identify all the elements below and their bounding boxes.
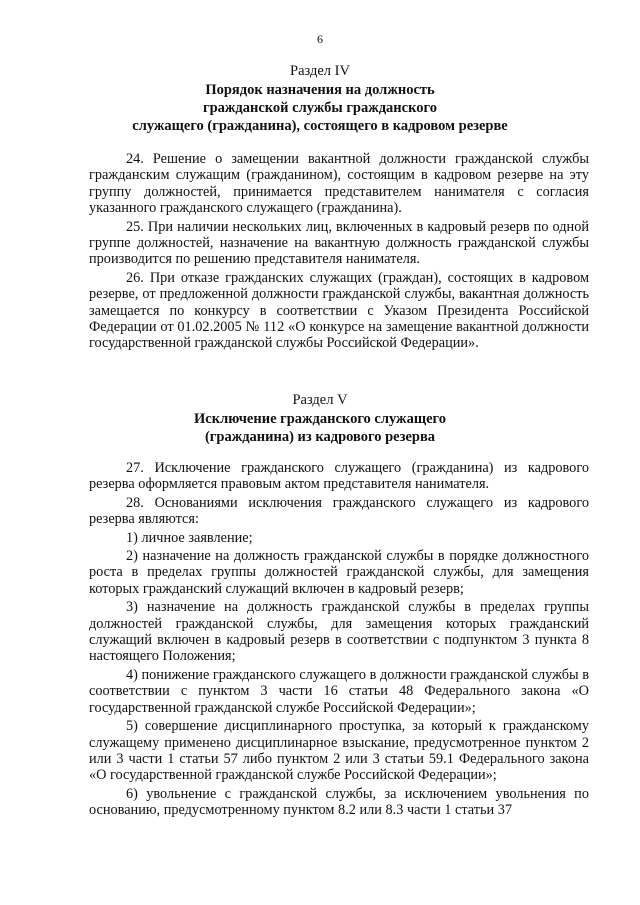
paragraph-25: 25. При наличии нескольких лиц, включенных в кадровый резерв по одной группе должностей, назначение на вакантную должность гражданской службы производится по решению представителя нанимателя.: [89, 218, 589, 268]
list-item-3: 3) назначение на должность гражданской службы в пределах группы должностей гражданской службы, для замещения которых гражданский служащий включен в кадровый резерв в соответствии с подпунктом 3 пункта 8 настоящего Положения;: [89, 599, 589, 665]
section-4-title-line: гражданской службы гражданского: [202, 100, 437, 116]
section-5-title-line: Исключение гражданского служащего: [194, 411, 446, 427]
list-item-6: 6) увольнение с гражданской службы, за исключением увольнения по основанию, предусмотренному пунктом 8.2 или 8.3 части 1 статьи 37: [89, 785, 589, 819]
section-5-label: Раздел V: [292, 392, 348, 408]
section-4-title-line: Порядок назначения на должность: [205, 82, 435, 98]
page-number: 6: [317, 32, 323, 46]
list-item-1: 1) личное заявление;: [126, 529, 253, 546]
section-4-body: [89, 151, 589, 352]
paragraph-26: 26. При отказе гражданских служащих (граждан), состоящих в кадровом резерве, от предложенной должности гражданской службы, вакантная должность замещается по конкурсу в соответствии с Указом Президента Российской Федерации от 01.02.2005 № 112 «О конкурсе на замещение вакантной должности государственной гражданской службы Российской Федерации».: [89, 269, 589, 352]
section-4-title: [0, 81, 640, 135]
list-item-4: 4) понижение гражданского служащего в должности гражданской службы в соответствии с пунктом 3 части 16 статьи 48 Федерального закона «О государственной гражданской службе Российской Федерации»;: [89, 666, 589, 716]
section-4-label: Раздел IV: [290, 63, 350, 79]
paragraph-27: 27. Исключение гражданского служащего (гражданина) из кадрового резерва оформляется правовым актом представителя нанимателя.: [89, 460, 589, 493]
list-item-5: 5) совершение дисциплинарного проступка, за который к гражданскому служащему применено дисциплинарное взыскание, предусмотренное пунктом 2 или 3 части 1 статьи 57 либо пунктом 2 или 3 статьи 59.1 Федерального закона «О государственной гражданской службе Российской Федерации»;: [89, 718, 589, 784]
paragraph-24: 24. Решение о замещении вакантной должности гражданской службы гражданским служащим (гражданином), состоящим в кадровом резерве на эту группу должностей, принимается представителем нанимателя с согласия указанного гражданского служащего (гражданина).: [89, 151, 589, 217]
section-5-body: [89, 460, 589, 819]
paragraph-28: 28. Основаниями исключения гражданского служащего из кадрового резерва являются:: [89, 494, 589, 528]
section-5-title: [0, 410, 640, 446]
list-item-2: 2) назначение на должность гражданской службы в порядке должностного роста в пределах группы должностей гражданской службы, для замещения которых гражданский служащий включен в кадровый резерв;: [89, 548, 589, 597]
section-4-title-line: служащего (гражданина), состоящего в кадровом резерве: [132, 118, 508, 134]
section-5-title-line: (гражданина) из кадрового резерва: [204, 429, 436, 445]
